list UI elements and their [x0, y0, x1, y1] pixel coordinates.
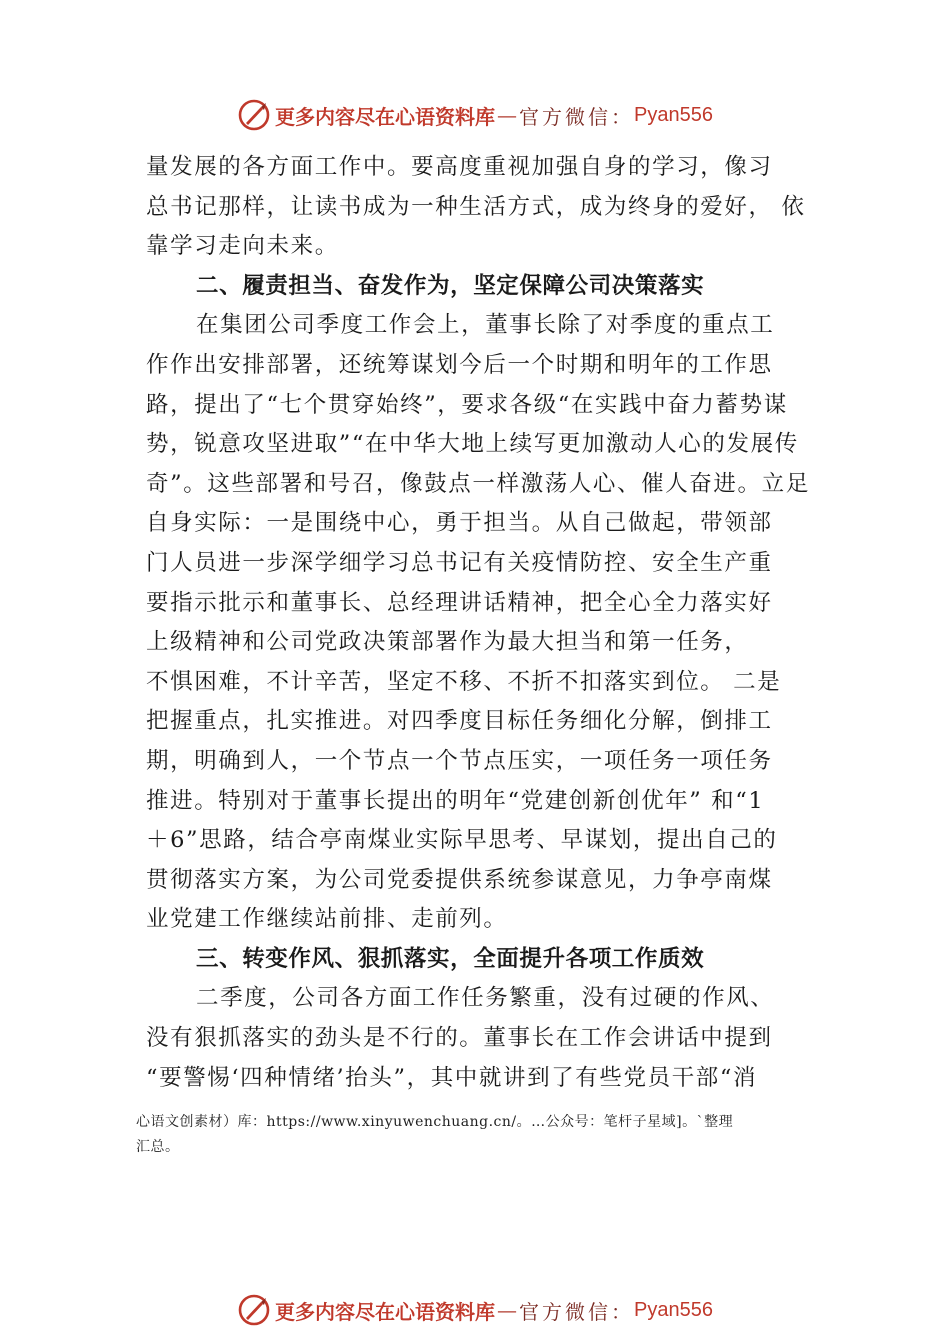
header-banner — [0, 95, 950, 135]
footnote-line: 心语文创素材）库：https://www.xinyuwenchuang.cn/。…公众号：笔杆子星域]。`整理 — [136, 1114, 734, 1130]
section-heading: 二、履责担当、奋发作为，坚定保障公司决策落实 — [196, 272, 705, 299]
banner-wechat-id: Pyan556 — [634, 1298, 713, 1321]
banner-brand: 更多内容尽在心语资料库 — [275, 1299, 496, 1324]
text-line: 没有狠抓落实的劲头是不行的。董事长在工作会讲话中提到 — [146, 1025, 773, 1052]
text-line: 不惧困难，不计辛苦，坚定不移、不折不扣落实到位。 二是 — [146, 668, 782, 695]
text-line: 靠学习走向未来。 — [146, 233, 339, 260]
text-line: 把握重点，扎实推进。对四季度目标任务细化分解，倒排工 — [146, 708, 773, 735]
banner-wechat-id: Pyan556 — [634, 103, 713, 126]
text-line: 期，明确到人，一个节点一个节点压实，一项任务一项任务 — [146, 747, 773, 774]
text-line: 二季度，公司各方面工作任务繁重，没有过硬的作风、 — [196, 985, 775, 1012]
quill-logo-icon — [237, 1293, 271, 1327]
text-line: 上级精神和公司党政决策部署作为最大担当和第一任务， — [146, 629, 749, 656]
banner-brand: 更多内容尽在心语资料库 — [275, 104, 496, 129]
text-line: 推进。特别对于董事长提出的明年“党建创新创优年” 和“1 — [146, 787, 765, 814]
document-body — [146, 148, 818, 1098]
text-line: 量发展的各方面工作中。要高度重视加强自身的学习，像习 — [146, 154, 773, 180]
banner-dash: — — [497, 1298, 518, 1322]
quill-logo-icon — [237, 98, 271, 132]
text-line: 贯彻落实方案，为公司党委提供系统参谋意见，力争亭南煤 — [146, 866, 773, 893]
text-line: 势，锐意攻坚进取”“在中华大地上续写更加激动人心的发展传 — [146, 431, 799, 458]
text-line: 在集团公司季度工作会上，董事长除了对季度的重点工 — [196, 312, 775, 339]
text-line: 奇”。这些部署和号召，像鼓点一样激荡人心、催人奋进。立足 — [146, 470, 810, 497]
text-line: 门人员进一步深学细学习总书记有关疫情防控、安全生产重 — [146, 549, 773, 576]
text-line: 总书记那样，让读书成为一种生活方式，成为终身的爱好， 依 — [146, 193, 806, 220]
footnote-line: 汇总。 — [136, 1139, 180, 1155]
banner-wechat-label: 官方微信： — [519, 1299, 635, 1324]
section-heading: 三、转变作风、狠抓落实，全面提升各项工作质效 — [196, 945, 705, 972]
text-line: “要警惕‘四种情绪’抬头”，其中就讲到了有些党员干部“消 — [146, 1064, 758, 1091]
banner-dash: — — [497, 103, 518, 127]
footer-banner — [0, 1290, 950, 1330]
text-line: 自身实际：一是围绕中心，勇于担当。从自己做起，带领部 — [146, 510, 773, 537]
text-line: ＋6”思路，结合亭南煤业实际早思考、早谋划，提出自己的 — [146, 827, 778, 854]
banner-wechat-label: 官方微信： — [519, 104, 635, 129]
text-line: 业党建工作继续站前排、走前列。 — [146, 906, 508, 933]
text-line: 作作出安排部署，还统筹谋划今后一个时期和明年的工作思 — [146, 351, 773, 378]
footnote — [136, 1110, 826, 1160]
text-line: 路，提出了“七个贯穿始终”，要求各级“在实践中奋力蓄势谋 — [146, 391, 788, 418]
text-line: 要指示批示和董事长、总经理讲话精神，把全心全力落实好 — [146, 589, 773, 616]
